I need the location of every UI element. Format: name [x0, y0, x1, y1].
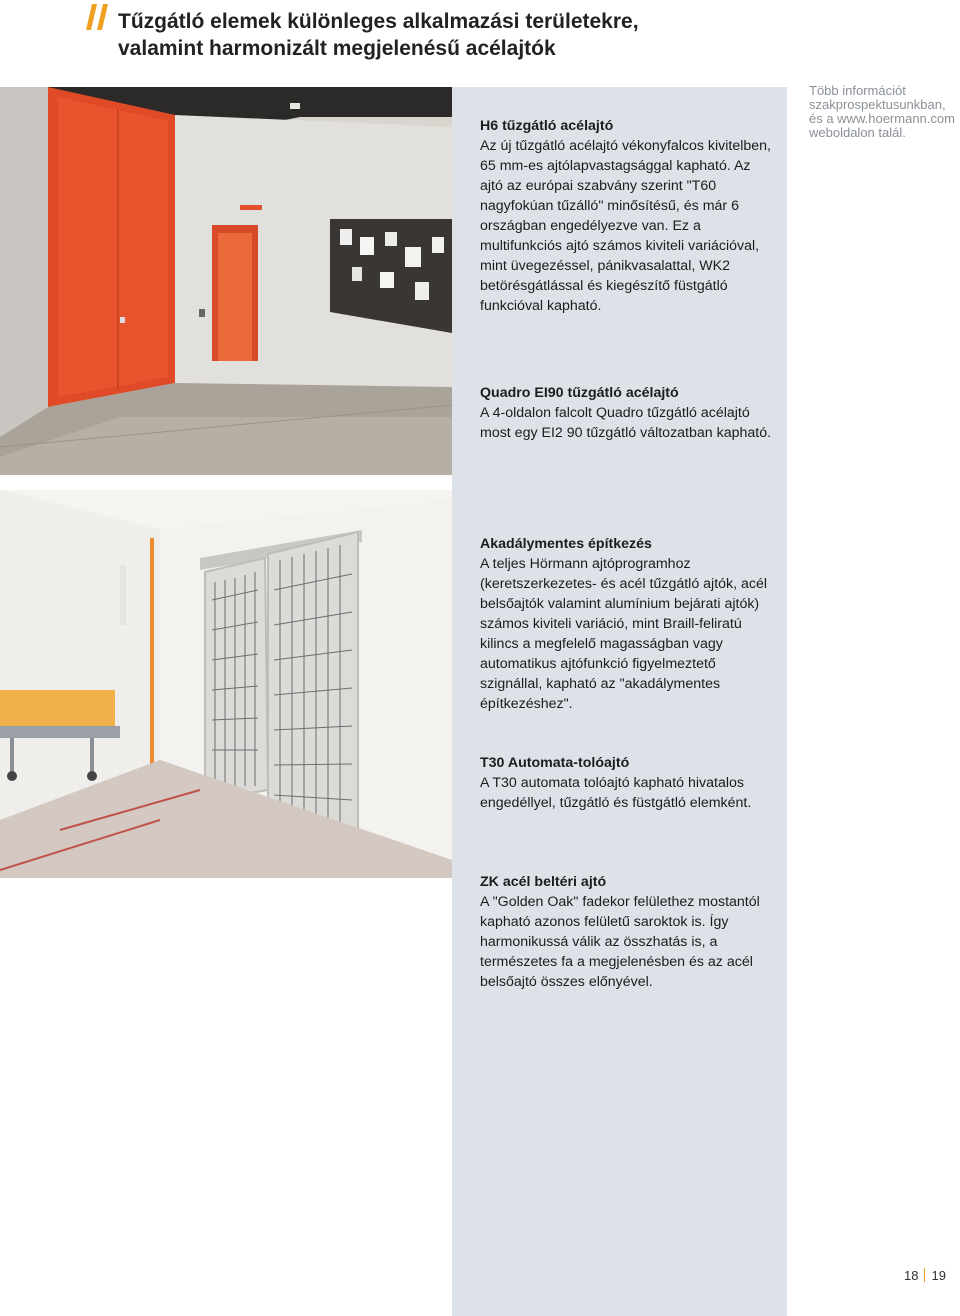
section-heading: ZK acél beltéri ajtó — [480, 874, 607, 890]
section-heading: Akadálymentes építkezés — [480, 536, 652, 552]
section-heading: Quadro EI90 tűzgátló acélajtó — [480, 385, 679, 401]
page-number-left: 18 — [904, 1268, 919, 1283]
section-quadro — [480, 383, 772, 443]
section-body: A 4-oldalon falcolt Quadro tűzgátló acélajtó most egy EI2 90 tűzgátló változatban kapható. — [480, 405, 772, 441]
info-note: Több információt szakprospektusunkban, és a www.hoermann.com weboldalon talál. — [809, 83, 955, 140]
section-body: A teljes Hörmann ajtóprogramhoz (keretszerkezetes- és acél tűzgátló ajtók, acél belsőajtók valamint alumínium bejárati ajtók) számos kiviteli variáció, mint Braill-feliratú kilincs a megfelelő magasságban vagy automatikus ajtófunkció figyelmeztető szignállal, kapható az "akadálymentes építkezéshez". — [480, 556, 768, 712]
title-line-1: Tűzgátló elemek különleges alkalmazási területekre, — [118, 10, 639, 33]
section-h6 — [480, 116, 772, 316]
title-line-2: valamint harmonizált megjelenésű acélajtók — [118, 37, 556, 60]
double-slash-icon — [86, 4, 110, 30]
page-numbers — [904, 1268, 946, 1283]
section-heading: H6 tűzgátló acélajtó — [480, 118, 614, 134]
section-body: A T30 automata tolóajtó kapható hivatalos engedéllyel, tűzgátló és füstgátló elemként. — [480, 775, 752, 811]
page-number-right: 19 — [931, 1268, 946, 1283]
section-t30 — [480, 753, 772, 813]
section-zk — [480, 872, 772, 992]
section-heading: T30 Automata-tolóajtó — [480, 755, 630, 771]
section-body: Az új tűzgátló acélajtó vékonyfalcos kivitelben, 65 mm-es ajtólapvastagsággal kapható. Az ajtó az európai szabvány szerint "T60 nagyfokúan tűzálló" minősítésű, és már 6 országban engedélyezve van. Ez a multifunkciós ajtó számos kiviteli variációval, mint üvegezéssel, pánikvasalattal, WK2 betörésgátlással és kiegészítő füstgátló funkcióval kapható. — [480, 138, 772, 314]
section-body: A "Golden Oak" fadekor felülethez mostantól kapható azonos felületű saroktok is. Így harmonikussá válik az összhatás is, a természetes fa a megjelenésben és az acél belsőajtó összes előnyével. — [480, 894, 760, 990]
section-akadalymentes — [480, 534, 772, 714]
photo-orange-door-hallway — [0, 87, 452, 475]
page-separator — [924, 1268, 925, 1282]
photo-hospital-sliding-door — [0, 490, 452, 878]
page-title — [118, 8, 639, 62]
